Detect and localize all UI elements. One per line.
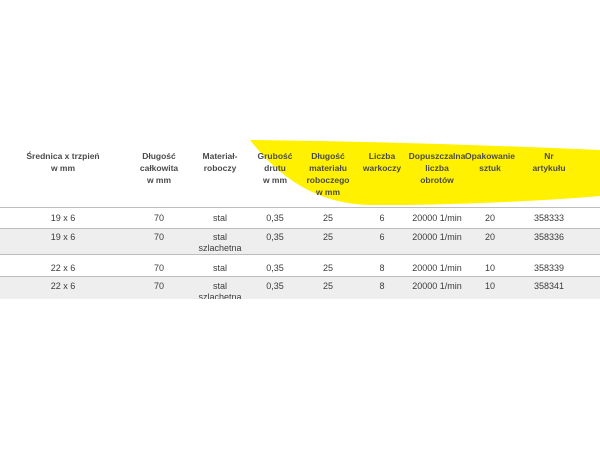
cell-wire-thickness: 0,35: [266, 263, 284, 273]
cell-working-length: 25: [322, 232, 333, 242]
cell-diameter: 22 x 6: [50, 263, 76, 273]
cell-working-length: 25: [322, 281, 333, 291]
header-braid-count: Liczba warkoczy: [362, 151, 402, 173]
cell-article-number: 358333: [533, 213, 565, 223]
cell-package-qty: 10: [484, 281, 495, 291]
cell-wire-thickness: 0,35: [266, 281, 284, 291]
cell-diameter: 19 x 6: [50, 232, 76, 242]
header-diameter: Średnica x trzpień w mm: [26, 151, 100, 173]
cell-braid-count: 6: [379, 213, 385, 223]
cell-total-length: 70: [153, 281, 164, 291]
cell-total-length: 70: [153, 232, 164, 242]
cell-max-rpm: 20000 1/min: [412, 232, 462, 242]
cell-max-rpm: 20000 1/min: [412, 281, 462, 291]
cell-braid-count: 8: [379, 281, 385, 291]
table-row: [0, 255, 600, 277]
cell-max-rpm: 20000 1/min: [412, 213, 462, 223]
cell-braid-count: 8: [379, 263, 385, 273]
cell-working-length: 25: [322, 213, 333, 223]
header-working-length: Długość materiału roboczego w mm: [306, 151, 350, 197]
cell-working-length: 25: [322, 263, 333, 273]
header-material: Materiał- roboczy: [202, 151, 238, 173]
cell-wire-thickness: 0,35: [266, 232, 284, 242]
cell-wire-thickness: 0,35: [266, 213, 284, 223]
cell-article-number: 358336: [533, 232, 565, 242]
cell-material: stal: [212, 263, 227, 273]
cell-article-number: 358339: [533, 263, 565, 273]
table-row: [0, 277, 600, 299]
cell-package-qty: 10: [484, 263, 495, 273]
header-article-number: Nr artykułu: [532, 151, 566, 173]
cell-package-qty: 20: [484, 213, 495, 223]
cell-material: stal szlachetna: [198, 232, 242, 253]
cell-braid-count: 6: [379, 232, 385, 242]
header-wire-thickness: Grubość drutu w mm: [257, 151, 293, 185]
cell-package-qty: 20: [484, 232, 495, 242]
cell-material: stal szlachetna: [198, 281, 242, 299]
cell-diameter: 22 x 6: [50, 281, 76, 291]
cell-material: stal: [212, 213, 227, 223]
header-total-length: Długość całkowita w mm: [139, 151, 179, 185]
cell-max-rpm: 20000 1/min: [412, 263, 462, 273]
cell-diameter: 19 x 6: [50, 213, 76, 223]
header-max-rpm: Dopuszczalna liczba obrotów: [408, 151, 466, 185]
table-row: [0, 208, 600, 230]
cell-article-number: 358341: [533, 281, 565, 291]
cell-total-length: 70: [153, 213, 164, 223]
header-package-qty: Opakowanie sztuk: [464, 151, 516, 173]
cell-total-length: 70: [153, 263, 164, 273]
table-row: [0, 229, 600, 254]
